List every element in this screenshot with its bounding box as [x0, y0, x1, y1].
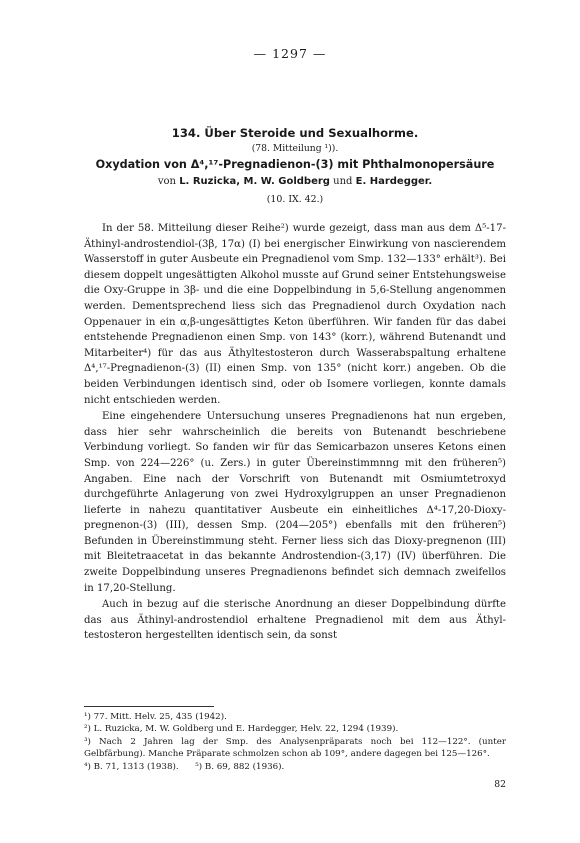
- footnotes: [84, 711, 506, 773]
- article-series-note: (78. Mitteilung ¹)).: [251, 143, 339, 154]
- article-title: 134. Über Steroide und Sexualhorme.: [171, 126, 419, 140]
- body-paragraph: In der 58. Mitteilung dieser Reihe²) wurde gezeigt, dass man aus dem Δ⁵-17-Äthinyl-androstendiol-(3β, 17α) (I) bei energischer Einwirkung von nascierendem Wasserstoff in guter Ausbeute ein Pregnadienol vom Smp. 132—133° erhält³). Bei diesem doppelt ungesättigten Alkohol musste auf Grund seiner Entstehungsweise die Oxy-Gruppe in 3β- und die eine Doppelbindung in 5,6-Stellung angenommen werden. Dementsprechend liess sich das Pregnadienol durch Oxydation nach Oppenauer in ein α,β-ungesättigtes Keton überführen. Wir fanden für das dabei entstehende Pregnadienon einen Smp. von 143° (korr.), während Butenandt und Mitarbeiter⁴) für das aus Äthyltestosteron durch Wasserabspaltung erhaltene Δ⁴,¹⁷-Pregnadienon-(3) (II) einen Smp. von 135° (nicht korr.) angeben. Ob die beiden Verbindungen identisch sind, oder ob Isomere vorliegen, konnte damals nicht entschieden werden.: [84, 223, 506, 406]
- footnote: ³) Nach 2 Jahren lag der Smp. des Analysenpräparats noch bei 112—122°. (unter Gelbfärbung). Manche Präparate schmolzen schon ab 109°, andere dagegen bei 125—126°.: [84, 736, 506, 760]
- authors-names-2: E. Hardegger.: [355, 176, 433, 187]
- article-date: (10. IX. 42.): [266, 194, 324, 205]
- article-authors: [84, 176, 506, 187]
- article-body: [84, 221, 506, 645]
- article-subtitle: Oxydation von Δ⁴,¹⁷-Pregnadienon-(3) mit Phthalmonopersäure: [95, 158, 495, 171]
- footnote: ²) L. Ruzicka, M. W. Goldberg und E. Hardegger, Helv. 22, 1294 (1939).: [84, 724, 399, 735]
- authors-names-1: L. Ruzicka, M. W. Goldberg: [179, 176, 330, 187]
- footnote-divider: [84, 706, 214, 707]
- footnote: ¹) 77. Mitt. Helv. 25, 435 (1942).: [84, 712, 227, 722]
- authors-und: und: [333, 176, 353, 187]
- body-paragraph: Eine eingehendere Untersuchung unseres Pregnadienons hat nun ergeben, dass hier sehr wahrscheinlich die bereits von Butenandt beschriebene Verbindung vorliegt. So fanden wir für das Semicarbazon unseres Ketons einen Smp. von 224—226° (u. Zers.) in guter Übereinstimmnng mit den früheren⁵) Angaben. Eine nach der Vorschrift von Butenandt mit Osmiumtetroxyd durchgeführte Anlagerung von zwei Hydroxylgruppen an unser Pregnadienon lieferte in nahezu quantitativer Ausbeute ein einheitliches Δ⁴-17,20-Dioxy-pregnenon-(3) (III), dessen Smp. (204—205°) ebenfalls mit den früheren⁵) Befunden in Übereinstimmung steht. Ferner liess sich das Dioxy-pregnenon (III) mit Bleitetraacetat in das bekannte Androstendion-(3,17) (IV) überführen. Die zweite Doppelbindung unseres Pregnadienons befindet sich demnach zweifellos in 17,20-Stellung.: [84, 411, 506, 594]
- page-number: — 1297 —: [253, 46, 327, 61]
- authors-prefix: von: [157, 176, 176, 187]
- signature-mark: 82: [494, 779, 506, 790]
- footnote: ⁴) B. 71, 1313 (1938). ⁵) B. 69, 882 (1936).: [84, 761, 285, 772]
- body-paragraph: Auch in bezug auf die sterische Anordnung an dieser Doppelbindung dürfte das aus Äthinyl-androstendiol erhaltene Pregnadienol mit dem aus Äthyl-testosteron hergestellten identisch sein, da sonst: [84, 599, 506, 642]
